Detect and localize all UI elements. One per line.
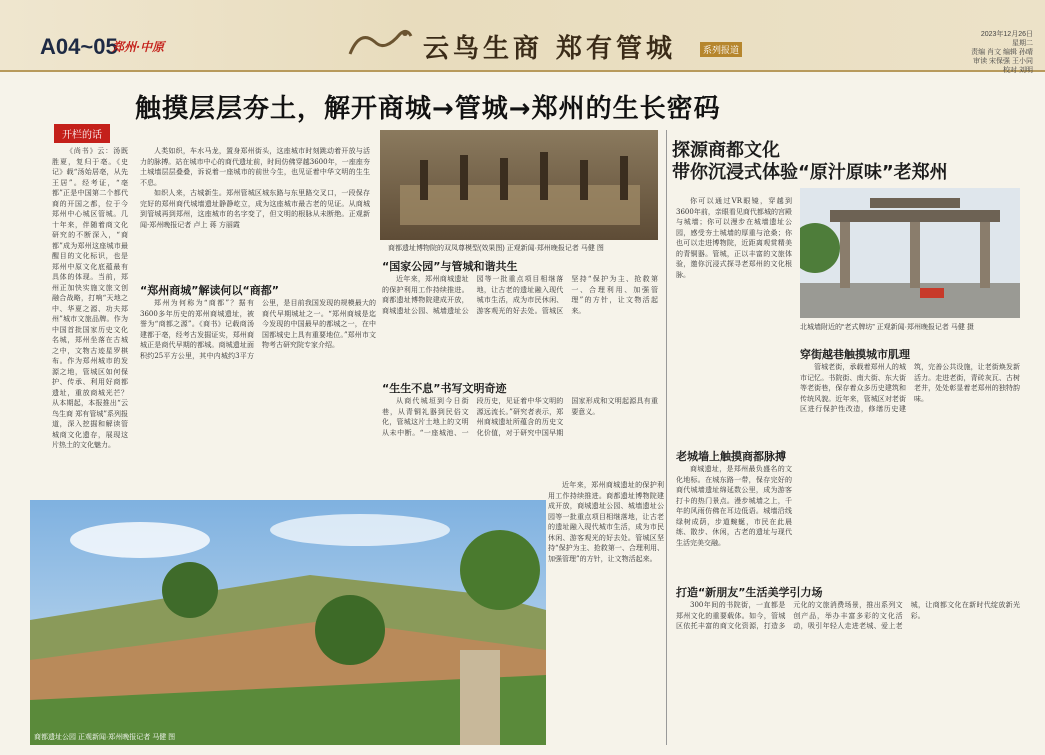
park-photo — [30, 500, 546, 745]
page-header — [0, 0, 1045, 72]
section-text: 商城遗址，是郑州最负盛名的文化地标。在城东路一带，保存完好的商代城墙遗址绵延数公里，成为游客打卡的热门景点。漫步城墙之上，千年的风雨仿佛在耳边低语。城墙沿线绿树成荫，步道蜿蜒，市民在此晨练、散步、休闲，古老的遗址与现代生活完美交融。 — [676, 465, 792, 547]
meta-line: 2023年12月26日 — [980, 31, 1033, 38]
lead-text: 人类如织，车水马龙，置身郑州街头，这座城市时刻跳动着开放与活力的脉搏。站在城市中心的商代遗址前，时间仿佛穿越3600年，一座座夯土城墙层层叠叠，诉说着一座城市的前世今生，也见证着中华文明的生生不息。 如织人来，古城新生。郑州管城区城东路与东里路交叉口，一段保存完好的郑州商代城墙遗址静静屹立，成为这座城市最古老的见证。从商城到管城再到郑州，这座城市的名字变了，但文明的根脉从未断绝。正观新闻·郑州晚报记者 卢上 蒋 方丽霞 — [140, 147, 370, 229]
column-divider — [666, 130, 667, 745]
section-heading: “郑州商城”解读何以“商都” — [140, 284, 279, 297]
section-text: 近年来，郑州商城遗址的保护利用工作持续推进。商都遗址博物院建成开放，商城遗址公园、城墙遗址公园等一批重点项目相继落地，让古老的遗址融入现代城市生活，成为市民休闲、游客观光的好去处。管城区坚持“保护为主、抢救第一、合理利用、加强管理”的方针，让文物活起来。 — [382, 275, 658, 315]
bottom-photo-caption: 商都遗址公园 正观新闻·郑州晚报记者 马健 图 — [34, 734, 176, 741]
section-heading: 打造“新朋友”生活美学引力场 — [676, 586, 823, 599]
sidebar-text: 《尚书》云：汤既胜夏，复归于亳。《史记》载“汤始居亳，从先王居”。经考证，“亳都”正是中国第二个都代商的开国之都，位于今郑州中心城区管城。几十年来，伴随着商文化研究的不断深入，“商都”成为郑州这座城市最醒目的文化标识，也是郑州中原文化底蕴最有具体的体现。当前，郑州正加快实施文旅文创融合战略，打响“天地之中、华夏之源、功夫郑州”城市文旅品牌。作为中国首批国家历史文化名城，郑州坐落在古城之中，文物古迹星罗棋布。作为郑州城市的发源之地，管城区如何保护、传承、利用好商都遗址，重放商城光芒？从本期起，本报推出“云鸟生商 郑有管城”系列报道，深入挖掘和解读管城商文化遗存，展现这片热土的文化魅力。 — [52, 147, 128, 449]
right-headline-line: 带你沉浸式体验“原汁原味”老郑州 — [672, 162, 948, 183]
archaeology-site-image — [380, 130, 658, 240]
section-heading: “国家公园”与管城和谐共生 — [382, 260, 518, 273]
issue-meta — [913, 30, 1033, 75]
series-tag: 系列报道 — [700, 42, 742, 57]
right-headline — [672, 140, 948, 184]
right-headline-line: 探源商都文化 — [672, 140, 780, 161]
banner-title: 云鸟生商 郑有管城 — [423, 34, 677, 64]
city-wall-park-image — [30, 500, 546, 745]
section-text: 从商代城垣到今日街巷，从青铜礼器到民俗文化，管城这片土地上的文明从未中断。“一座城池、一段历史，见证着中华文明的源远流长。”研究者表示，郑州商城遗址所蕴含的历史文化价值，对于研究中国早期国家形成和文明起源具有重要意义。 — [382, 397, 658, 437]
meta-line: 校对 刘明 — [1003, 67, 1033, 74]
right-photo-caption: 北城墙附近的“老式牌坊” 正观新闻·郑州晚报记者 马健 摄 — [800, 324, 974, 331]
column-tag: 开栏的话 — [54, 124, 110, 143]
section-text-continued: 近年来，郑州商城遗址的保护利用工作持续推进。商都遗址博物院建成开放，商城遗址公园、城墙遗址公园等一批重点项目相继落地，让古老的遗址融入现代城市生活，成为市民休闲、游客观光的好去处。管城区坚持“保护为主、抢救第一、合理利用、加强管理”的方针，让文物活起来。 — [548, 481, 664, 563]
section-heading: “生生不息”书写文明奇迹 — [382, 382, 507, 395]
right-lead-text: 你可以通过VR眼镜，穿越到3600年前，亲眼看见商代都城的宫殿与城墙；你可以漫步在城墙遗址公园，感受夯土城墙的厚重与沧桑；你也可以走进博物院，近距离观赏精美的青铜器。管城，正以丰富的文旅体验，邀你沉浸式探寻老郑州的文化根脉。 — [676, 197, 792, 279]
section-text: 郑州为何称为“商都”？据有3600多年历史的郑州商城遗址，被誉为“商都之源”。《商书》记载商汤建都于亳，经考古发掘证实，郑州商城正是商代早期的都城。商城遗址面积约25平方公里，其中内城约3平方公里，是目前我国发现的规模最大的商代早期城址之一。“郑州商城是迄今发现的中国最早的都城之一，在中国都城史上具有重要地位。”郑州市文物考古研究院专家介绍。 — [140, 299, 376, 360]
section-heading: 老城墙上触摸商都脉搏 — [676, 450, 786, 463]
main-headline: 触摸层层夯土，解开商城→管城→郑州的生长密码 — [135, 94, 721, 124]
memorial-archway-image — [800, 188, 1020, 318]
section-heading: 穿街越巷触摸城市肌理 — [800, 348, 910, 361]
section-text: 管城老街，承载着郑州人的城市记忆。书院街、南大街、东大街等老街巷，保存着众多历史建筑和传统风貌。近年来，管城区对老街区进行保护性改造，修缮历史建筑，完善公共设施，让老街焕发新活力。走进老街，青砖灰瓦、古树老井，处处彰显着老郑州的独特韵味。 — [800, 363, 1020, 413]
dragon-ornament-icon — [345, 24, 415, 62]
section-text: 300年间的书院街，一直都是郑州文化的重要载体。如今，管城区依托丰富的商文化资源，打造多元化的文旅消费场景，推出系列文创产品，举办丰富多彩的文化活动，吸引年轻人走进老城、爱上老城，让商都文化在新时代绽放新光彩。 — [676, 601, 1020, 630]
edition-tag: 郑州·中原 — [112, 40, 165, 54]
museum-photo — [380, 130, 658, 240]
meta-line: 责编 肖文 编辑 孙晴 — [971, 49, 1033, 56]
top-photo-caption: 商都遗址博物院的双凤尊模型(效果图) 正观新闻·郑州晚报记者 马健 图 — [388, 245, 604, 252]
gate-photo — [800, 188, 1020, 318]
meta-line: 星期二 — [1012, 40, 1033, 47]
series-banner — [345, 24, 765, 64]
page-number: A04~05 — [40, 34, 118, 59]
meta-line: 审读 宋保强 王小同 — [973, 58, 1033, 65]
